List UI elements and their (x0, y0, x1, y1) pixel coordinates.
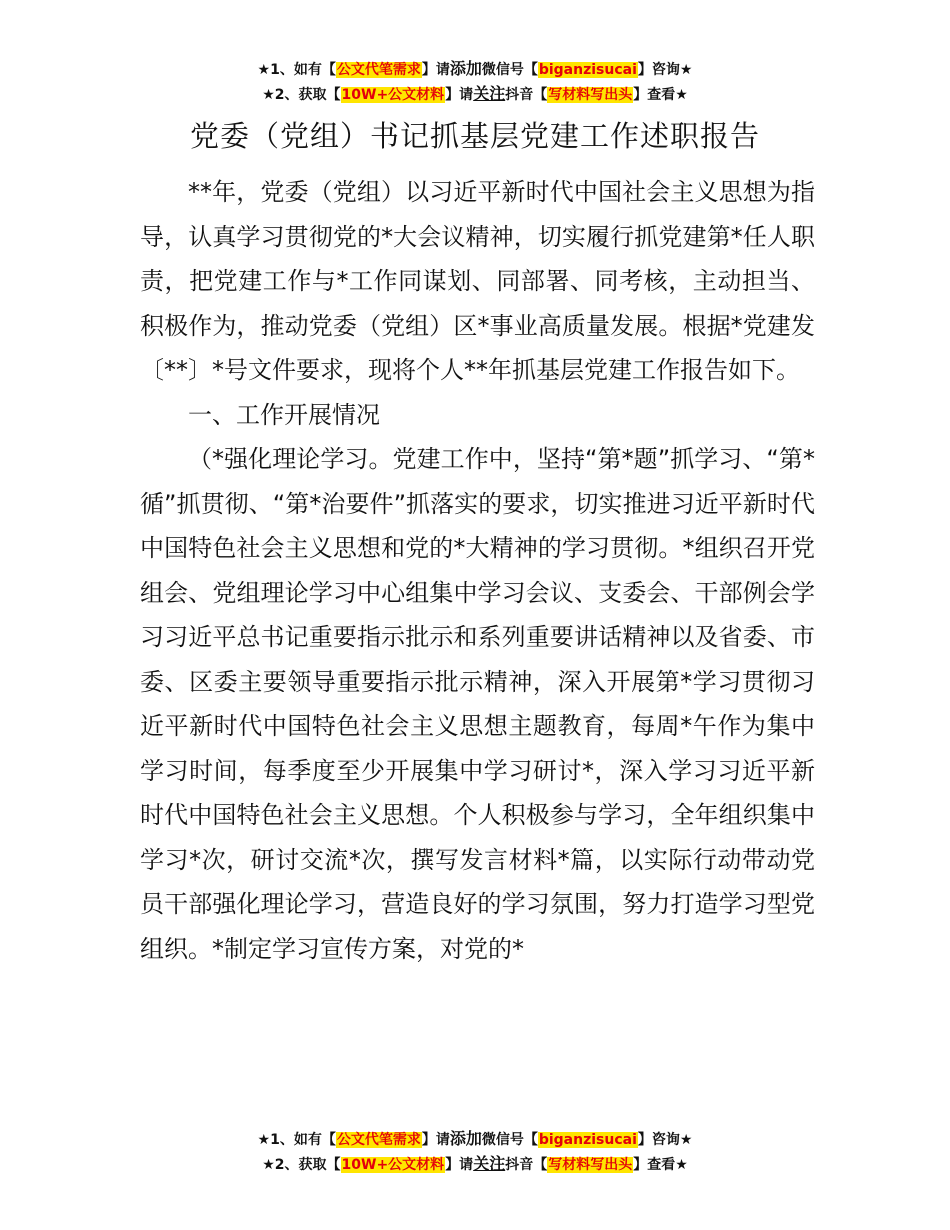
promo-emphasis: 关注 (473, 84, 506, 103)
promo-text: ★1、如有【 (257, 1132, 336, 1148)
promo-text: 】请 (445, 1157, 474, 1173)
promo-line-2 (0, 82, 950, 107)
body-paragraph: （*强化理论学习。党建工作中，坚持“第*题”抓学习、“第*循”抓贯彻、“第*治要件”抓落实的要求，切实推进习近平新时代中国特色社会主义思想和党的*大精神的学习贯彻。*组织召开党组会、党组理论学习中心组集中学习会议、支委会、干部例会学习习近平总书记重要指示批示和系列重要讲话精神以及省委、市委、区委主要领导重要指示批示精神，深入开展第*学习贯彻习近平新时代中国特色社会主义思想主题教育，每周*午作为集中学习时间，每季度至少开展集中学习研讨*，深入学习习近平新时代中国特色社会主义思想。个人积极参与学习，全年组织集中学习*次，研讨交流*次，撰写发言材料*篇，以实际行动带动党员干部强化理论学习，营造良好的学习氛围，努力打造学习型党组织。*制定学习宣传方案，对党的* (140, 445, 815, 963)
promo-banner-top (0, 57, 950, 107)
promo-douyin-id: 写材料写出头 (548, 1157, 633, 1173)
promo-highlight: 公文代笔需求 (336, 62, 421, 78)
promo-wechat-id: biganzisucai (538, 62, 637, 78)
promo-line-1 (0, 57, 950, 82)
promo-emphasis: 关注 (473, 1154, 506, 1173)
promo-text: ★2、获取【 (262, 87, 341, 103)
promo-banner-bottom (0, 1127, 950, 1177)
promo-text: 】咨询★ (637, 1132, 693, 1148)
promo-text: 抖音【 (505, 87, 548, 103)
promo-text: ★1、如有【 (257, 62, 336, 78)
promo-text: 】请 (421, 1132, 450, 1148)
promo-text: 】咨询★ (637, 62, 693, 78)
promo-line-1 (0, 1127, 950, 1152)
promo-text: 微信号【 (481, 62, 538, 78)
promo-highlight: 10W+公文材料 (341, 1157, 445, 1173)
intro-paragraph: **年，党委（党组）以习近平新时代中国社会主义思想为指导，认真学习贯彻党的*大会议精神，切实履行抓党建第*任人职责，把党建工作与*工作同谋划、同部署、同考核，主动担当、积极作为，推动党委（党组）区*事业高质量发展。根据*党建发〔**〕*号文件要求，现将个人**年抓基层党建工作报告如下。 (140, 178, 815, 384)
promo-text: 微信号【 (481, 1132, 538, 1148)
promo-text: 】查看★ (633, 1157, 688, 1173)
promo-line-2 (0, 1152, 950, 1177)
promo-douyin-id: 写材料写出头 (548, 87, 633, 103)
document-body (140, 170, 815, 971)
promo-text: 抖音【 (505, 1157, 548, 1173)
promo-text: ★2、获取【 (262, 1157, 341, 1173)
promo-emphasis: 添加 (449, 1129, 482, 1148)
section-heading: 一、工作开展情况 (188, 400, 380, 429)
promo-emphasis: 添加 (449, 59, 482, 78)
promo-text: 】查看★ (633, 87, 688, 103)
document-title: 党委（党组）书记抓基层党建工作述职报告 (189, 119, 760, 153)
promo-highlight: 10W+公文材料 (341, 87, 445, 103)
promo-highlight: 公文代笔需求 (336, 1132, 421, 1148)
promo-text: 】请 (445, 87, 474, 103)
promo-wechat-id: biganzisucai (538, 1132, 637, 1148)
promo-text: 】请 (421, 62, 450, 78)
